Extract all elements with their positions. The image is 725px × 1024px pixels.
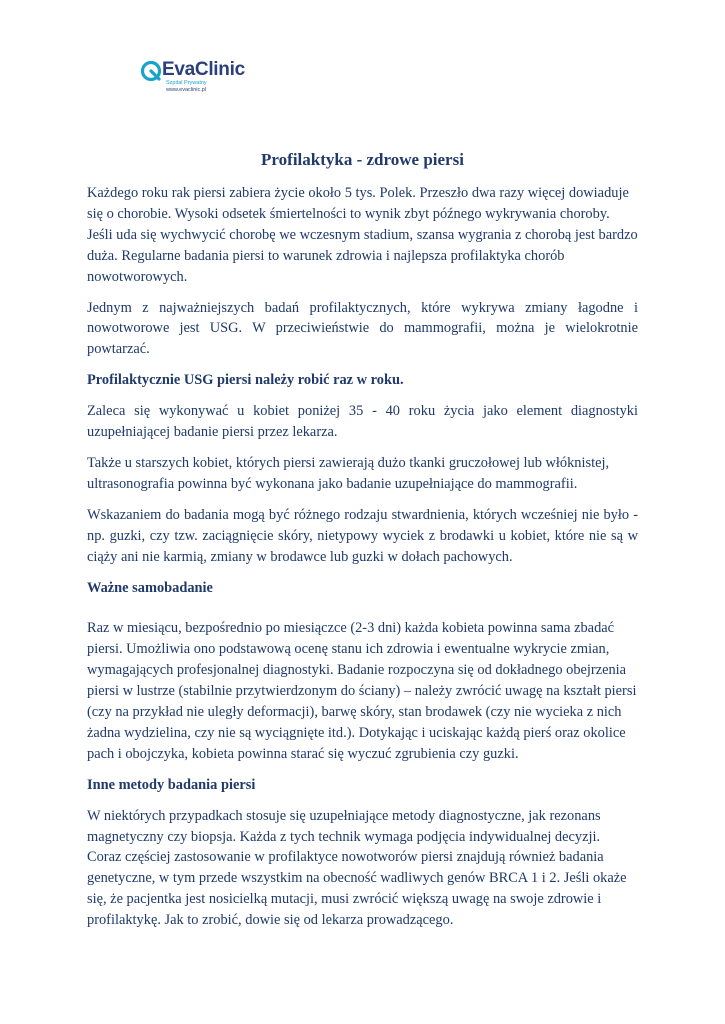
document-body — [87, 183, 638, 941]
paragraph-self-exam: Raz w miesiącu, bezpośrednio po miesiączce (2-3 dni) każda kobieta powinna sama zbadać piersi. Umożliwia ono podstawową ocenę stanu ich zdrowia i ewentualne wykrycie zmian, wymagających profesjonalnej diagnostyki. Badanie rozpoczyna się od dokładnego obejrzenia piersi w lustrze (stabilnie przytwierdzonym do ściany) – należy zwrócić uwagę na kształt piersi (czy na przykład nie uległy deformacji), barwę skóry, stan brodawek (czy nie wycieka z nich żadna wydzielina, czy nie są wyciągnięte itd.). Dotykając i uciskając każdą pierś oraz okolice pach i obojczyka, kobieta powinna starać się wyczuć zgrubienia czy guzki. — [87, 620, 637, 762]
heading-self-exam: Ważne samobadanie — [87, 579, 213, 596]
paragraph-usg: Jednym z najważniejszych badań profilaktycznych, które wykrywa zmiany łagodne i nowotworowe jest USG. W przeciwieństwie do mammografii, można je wielokrotnie powtarzać. — [87, 299, 638, 358]
logo-tagline: Szpital Prywatny — [166, 80, 207, 86]
paragraph-usg-older: Także u starszych kobiet, których piersi zawierają dużo tkanki gruczołowej lub włóknistej, ultrasonografia powinna być wykonana jako badanie uzupełniające do mammografii. — [87, 454, 610, 492]
heading-other-methods: Inne metody badania piersi — [87, 776, 256, 793]
logo-url: www.evaclinic.pl — [166, 87, 207, 93]
logo-name: EvaClinic — [162, 59, 245, 80]
paragraph-indications: Wskazaniem do badania mogą być różnego rodzaju stwardnienia, których wcześniej nie było - np. guzki, czy tzw. zaciągnięcie skóry, nietypowy wyciek z brodawki u kobiet, które nie są w ciąży ani nie karmią, zmiany w brodawce lub guzki w dołach pachowych. — [87, 506, 638, 565]
paragraph-other-methods: W niektórych przypadkach stosuje się uzupełniające metody diagnostyczne, jak rezonans magnetyczny czy biopsja. Każda z tych technik wymaga podjęcia indywidualnej decyzji. Coraz częściej zastosowanie w profilaktyce nowotworów piersi znajdują również badania genetyczne, w tym przede wszystkim na obecność wadliwych genów BRCA 1 i 2. Jeśli okaże się, że pacjentka jest nosicielką mutacji, musi zwrócić większą uwagę na swoje zdrowie i profilaktykę. Jak to zrobić, dowie się od lekarza prowadzącego. — [87, 807, 627, 929]
evaclinic-logo — [140, 57, 280, 97]
paragraph-intro: Każdego roku rak piersi zabiera życie około 5 tys. Polek. Przeszło dwa razy więcej dowiaduje się o chorobie. Wysoki odsetek śmiertelności to wynik zbyt późnego wykrywania choroby. Jeśli uda się wychwycić chorobę we wczesnym stadium, szansa wygrania z chorobą jest bardzo duża. Regularne badania piersi to warunek zdrowia i najlepsza profilaktyka chorób nowotworowych. — [87, 185, 638, 285]
heading-usg-yearly: Profilaktycznie USG piersi należy robić raz w roku. — [87, 372, 404, 389]
page-title: Profilaktyka - zdrowe piersi — [261, 150, 464, 169]
paragraph-usg-young: Zaleca się wykonywać u kobiet poniżej 35 - 40 roku życia jako element diagnostyki uzupełniającej badanie piersi przez lekarza. — [87, 403, 638, 441]
